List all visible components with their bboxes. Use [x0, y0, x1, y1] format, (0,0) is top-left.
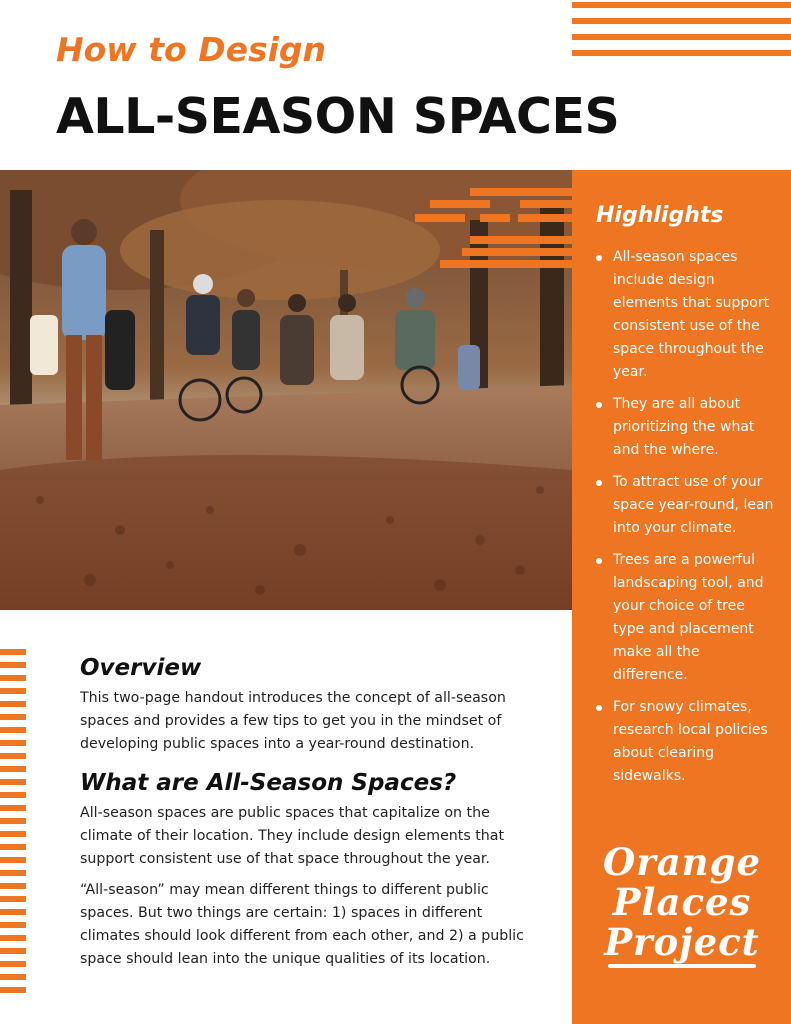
- list-item: To attract use of your space year-round, lean into your climate.: [594, 471, 774, 540]
- orange-places-project-logo: [602, 842, 762, 968]
- page-kicker: How to Design: [56, 30, 327, 69]
- what-heading: What are All-Season Spaces?: [80, 770, 457, 796]
- overview-heading: Overview: [80, 655, 202, 681]
- what-paragraph-2: “All-season” may mean different things to different public spaces. But two things are certain: 1) spaces in different climates should look different from each other, and 2) a public space should lean into the unique qualities of its location.: [80, 882, 524, 967]
- logo-line-1: Orange: [602, 840, 761, 884]
- highlights-list: [594, 246, 774, 797]
- left-stripes-decoration: [0, 649, 26, 1000]
- page-title: ALL-SEASON SPACES: [56, 88, 620, 145]
- what-paragraph-1: All-season spaces are public spaces that capitalize on the climate of their location. They include design elements that support consistent use of that space throughout the year.: [80, 805, 505, 867]
- list-item: All-season spaces include design elements that support consistent use of the space throughout the year.: [594, 246, 774, 384]
- highlights-sidebar: [572, 170, 791, 1024]
- top-stripes-decoration: [572, 0, 791, 66]
- logo-line-2: Places: [612, 880, 752, 924]
- list-item: Trees are a powerful landscaping tool, and your choice of tree type and placement make all the difference.: [594, 549, 774, 687]
- overview-text: This two-page handout introduces the concept of all-season spaces and provides a few tips to get you in the mindset of developing public spaces into a year-round destination.: [80, 690, 506, 752]
- list-item: They are all about prioritizing the what and the where.: [594, 393, 774, 462]
- list-item: For snowy climates, research local policies about clearing sidewalks.: [594, 696, 774, 788]
- main-content: [80, 655, 540, 979]
- highlights-heading: Highlights: [596, 203, 724, 228]
- logo-underline: [608, 964, 756, 968]
- logo-line-3: Project: [604, 920, 760, 964]
- autumn-park-photo: [0, 170, 572, 610]
